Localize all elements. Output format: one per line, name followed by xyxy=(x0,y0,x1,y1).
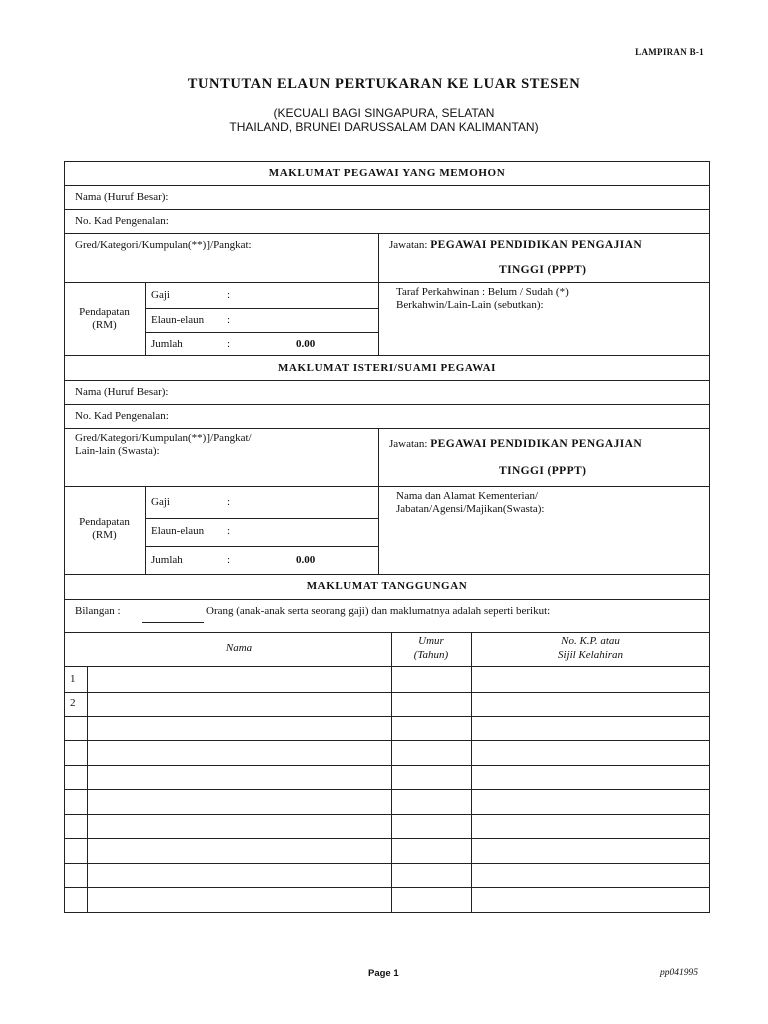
rule xyxy=(378,233,379,355)
pasangan-jumlah-label: Jumlah xyxy=(151,554,183,566)
rule xyxy=(64,814,710,815)
rule xyxy=(145,546,378,547)
rule xyxy=(64,282,710,283)
rule xyxy=(145,308,378,309)
form-table-frame xyxy=(64,161,710,913)
rule xyxy=(64,716,710,717)
subtitle-line-1: (KECUALI BAGI SINGAPURA, SELATAN xyxy=(273,106,495,120)
form-subtitle xyxy=(0,106,768,134)
pasangan-kp-field[interactable]: No. Kad Pengenalan: xyxy=(75,410,169,422)
pegawai-gred-field[interactable]: Gred/Kategori/Kumpulan(**)]/Pangkat: xyxy=(75,239,252,251)
rule xyxy=(64,887,710,888)
rule xyxy=(145,518,378,519)
rule xyxy=(64,765,710,766)
rule xyxy=(64,740,710,741)
pasangan-jawatan-label: Jawatan: xyxy=(389,438,428,450)
rule xyxy=(64,428,710,429)
rule xyxy=(64,666,710,667)
col-header-nama: Nama xyxy=(225,642,253,654)
pasangan-jawatan-value-2: TINGGI (PPPT) xyxy=(499,465,587,477)
pegawai-jumlah-value: 0.00 xyxy=(296,338,316,350)
pegawai-elaun-field[interactable]: Elaun-elaun xyxy=(151,314,205,326)
pegawai-nama-field[interactable]: Nama (Huruf Besar): xyxy=(75,191,169,203)
pegawai-pendapatan-label xyxy=(64,306,145,332)
colon: : xyxy=(227,554,231,566)
pasangan-elaun-field[interactable]: Elaun-elaun xyxy=(151,525,205,537)
pasangan-alamat-field-2[interactable]: Jabatan/Agensi/Majikan(Swasta): xyxy=(396,503,545,515)
pegawai-taraf-field[interactable]: Taraf Perkahwinan : Belum / Sudah (*) xyxy=(396,286,569,298)
colon: : xyxy=(227,338,231,350)
section-heading-pegawai: MAKLUMAT PEGAWAI YANG MEMOHON xyxy=(268,167,506,179)
col-header-kp xyxy=(471,634,710,662)
pasangan-pendapatan-label xyxy=(64,516,145,542)
section-heading-tanggungan: MAKLUMAT TANGGUNGAN xyxy=(306,580,468,592)
umur-text: Umur xyxy=(418,635,444,647)
subtitle-line-2: THAILAND, BRUNEI DARUSSALAM DAN KALIMANTAN) xyxy=(229,120,539,134)
form-title: TUNTUTAN ELAUN PERTUKARAN KE LUAR STESEN xyxy=(187,76,581,92)
row-number-2: 2 xyxy=(70,697,76,709)
bilangan-label: Bilangan : xyxy=(75,605,121,617)
rule xyxy=(391,632,392,913)
colon: : xyxy=(227,314,231,326)
pasangan-gred-field[interactable]: Gred/Kategori/Kumpulan(**)]/Pangkat/ xyxy=(75,432,252,444)
pegawai-jawatan-value-1: PEGAWAI PENDIDIKAN PENGAJIAN xyxy=(430,239,643,251)
rule xyxy=(64,632,710,633)
rule xyxy=(64,233,710,234)
rule xyxy=(64,692,710,693)
section-heading-pasangan: MAKLUMAT ISTERI/SUAMI PEGAWAI xyxy=(277,362,497,374)
rule xyxy=(145,282,146,355)
rule xyxy=(64,209,710,210)
rule xyxy=(378,428,379,574)
rule xyxy=(64,404,710,405)
pegawai-kp-field[interactable]: No. Kad Pengenalan: xyxy=(75,215,169,227)
pasangan-alamat-field[interactable]: Nama dan Alamat Kementerian/ xyxy=(396,490,539,502)
pasangan-nama-field[interactable]: Nama (Huruf Besar): xyxy=(75,386,169,398)
rule xyxy=(87,666,88,913)
col-header-umur xyxy=(391,634,471,662)
rule xyxy=(145,332,378,333)
pasangan-jumlah-value: 0.00 xyxy=(296,554,316,566)
rm-text: (RM) xyxy=(92,319,117,331)
colon: : xyxy=(227,496,231,508)
pasangan-gaji-field[interactable]: Gaji xyxy=(151,496,170,508)
rule xyxy=(471,632,472,913)
tahun-text: (Tahun) xyxy=(413,649,449,661)
rm-text: (RM) xyxy=(92,529,117,541)
pasangan-jawatan-value-1: PEGAWAI PENDIDIKAN PENGAJIAN xyxy=(430,438,643,450)
rule xyxy=(64,838,710,839)
bilangan-input[interactable] xyxy=(142,622,204,623)
pegawai-jawatan-value-2: TINGGI (PPPT) xyxy=(499,264,587,276)
row-number-1: 1 xyxy=(70,673,76,685)
pegawai-jumlah-label: Jumlah xyxy=(151,338,183,350)
rule xyxy=(64,355,710,356)
pendapatan-text: Pendapatan xyxy=(79,306,130,318)
rule xyxy=(64,380,710,381)
kp-text: No. K.P. atau xyxy=(561,635,620,647)
pegawai-gaji-field[interactable]: Gaji xyxy=(151,289,170,301)
pegawai-jawatan-field[interactable] xyxy=(389,239,642,251)
pegawai-jawatan-label: Jawatan: xyxy=(389,239,428,251)
rule xyxy=(64,185,710,186)
colon: : xyxy=(227,289,231,301)
rule xyxy=(64,789,710,790)
lampiran-label: LAMPIRAN B-1 xyxy=(635,47,704,57)
page-number: Page 1 xyxy=(368,968,399,979)
sijil-text: Sijil Kelahiran xyxy=(557,649,624,661)
rule xyxy=(64,863,710,864)
form-code: pp041995 xyxy=(660,968,698,978)
rule xyxy=(145,486,146,574)
colon: : xyxy=(227,525,231,537)
pegawai-taraf-lain-field[interactable]: Berkahwin/Lain-Lain (sebutkan): xyxy=(396,299,544,311)
rule xyxy=(64,599,710,600)
pasangan-gred-field-2[interactable]: Lain-lain (Swasta): xyxy=(75,445,160,457)
rule xyxy=(64,574,710,575)
rule xyxy=(64,486,710,487)
bilangan-description: Orang (anak-anak serta seorang gaji) dan maklumatnya adalah seperti berikut: xyxy=(206,605,551,617)
pendapatan-text: Pendapatan xyxy=(79,516,130,528)
pasangan-jawatan-field[interactable] xyxy=(389,438,642,450)
